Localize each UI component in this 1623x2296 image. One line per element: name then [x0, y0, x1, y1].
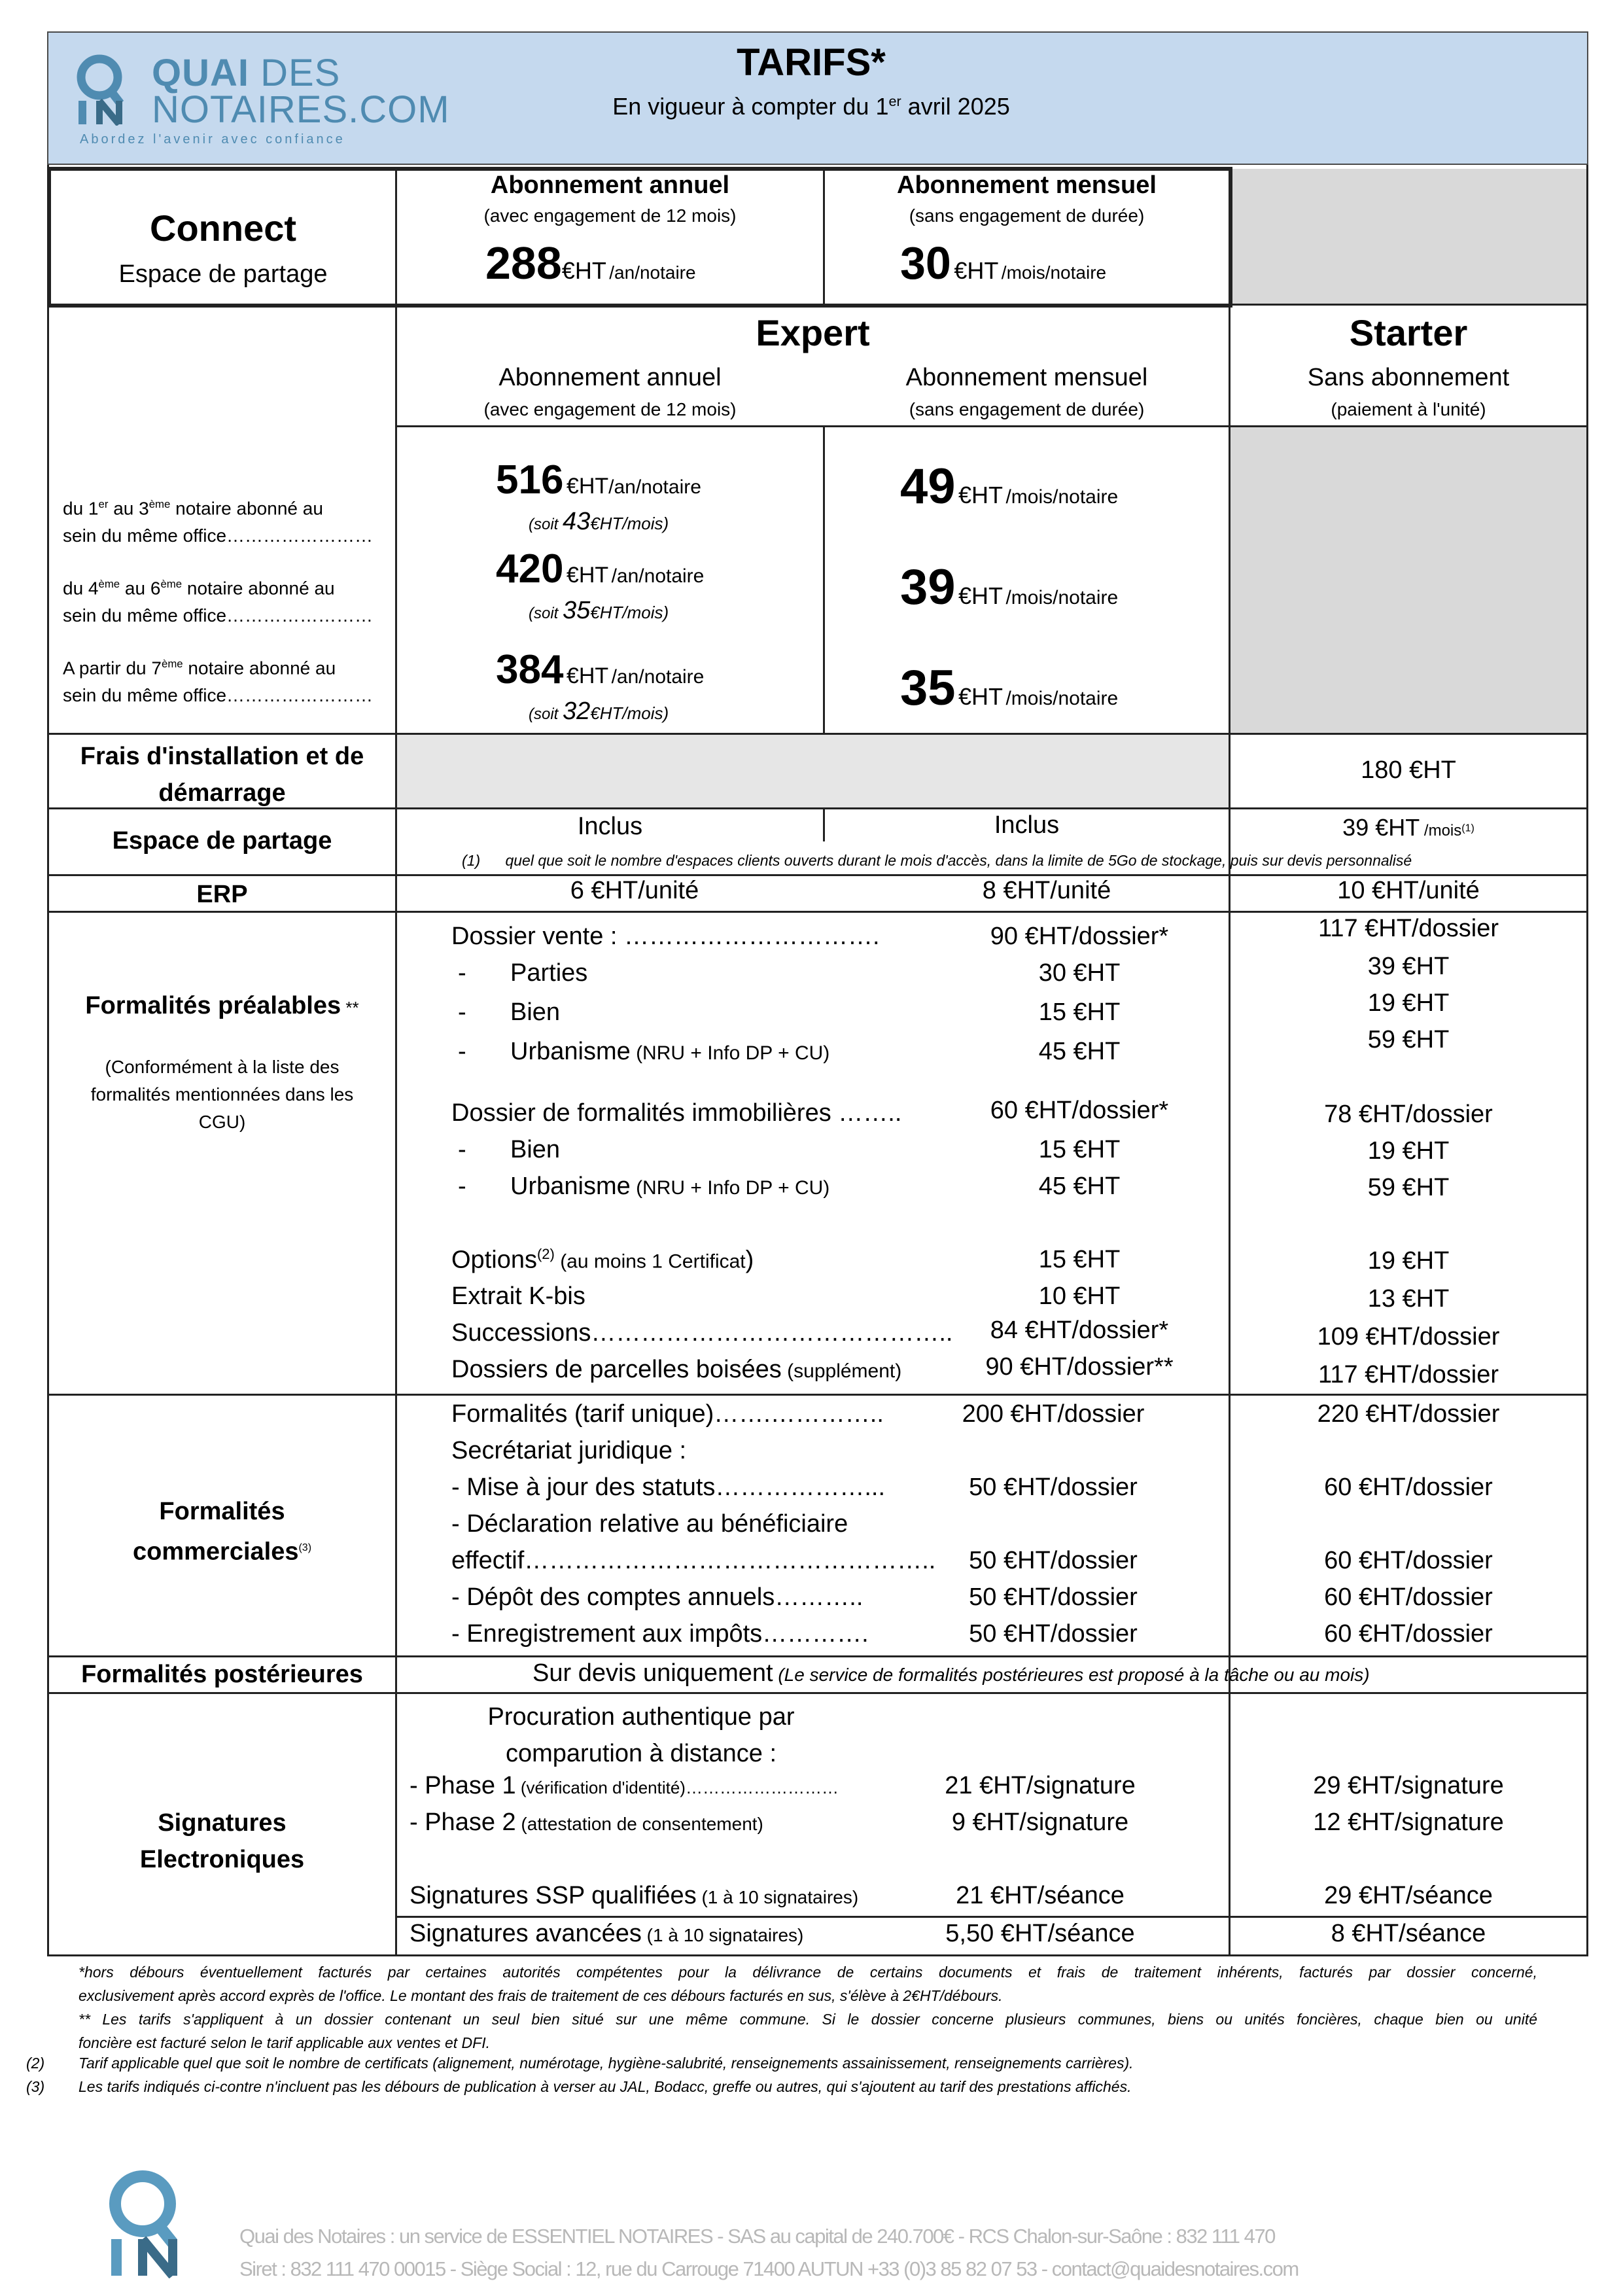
footnote-2: ** Les tarifs s'appliquent à un dossier contenant un seul bien situé sur une même commune. Si le dossier concerne plusieurs communes, biens ou unités foncières, chaque bien ou unité — [79, 2011, 1537, 2028]
espace-label: Espace de partage — [112, 827, 332, 855]
ssp-expert: 21 €HT/séance — [956, 1882, 1125, 1909]
list-item-starter: 220 €HT/dossier — [1317, 1400, 1500, 1428]
list-item-starter: 60 €HT/dossier — [1324, 1474, 1493, 1501]
list-item-expert: 200 €HT/dossier — [962, 1400, 1145, 1428]
erp-starter: 10 €HT/unité — [1337, 877, 1480, 904]
list-item: - Urbanisme (NRU + Info DP + CU) — [458, 1173, 830, 1200]
tier-annual-monthly: (soit 43€HT/mois) — [529, 508, 669, 535]
espace-footnote: (1) quel que soit le nombre d'espaces clients ouverts durant le mois d'accès, dans la limite de 5Go de stockage, puis sur devis personnalisé — [462, 852, 1412, 869]
list-item-starter: 59 €HT — [1367, 1026, 1450, 1053]
footnote-3: (2) Tarif applicable quel que soit le nombre de certificats (alignement, numérotage, hygiène-salubrité, renseignements assainissement, renseignements carrières). — [26, 2055, 1134, 2072]
avancees-starter: 8 €HT/séance — [1331, 1920, 1486, 1947]
list-item: - Déclaration relative au bénéficiaire — [451, 1510, 848, 1538]
footnote-2b: foncière est facturé selon le tarif applicable aux ventes et DFI. — [79, 2034, 490, 2051]
list-item-expert: 84 €HT/dossier* — [990, 1316, 1169, 1344]
page-title: TARIFS* — [737, 41, 886, 84]
list-item-starter: 60 €HT/dossier — [1324, 1620, 1493, 1648]
connect-starter-empty — [1232, 169, 1586, 304]
installation-starter: 180 €HT — [1361, 756, 1456, 784]
footnote-1b: exclusivement après accord exprès de l'office. Le montant des frais de traitement de ces débours facturés en sus, s'élève à 2€HT/débours. — [79, 1987, 1003, 2004]
phase2-label: - Phase 2 (attestation de consentement) — [410, 1809, 763, 1836]
list-item: - Enregistrement aux impôts…………. — [451, 1620, 869, 1648]
list-item: - Parties — [458, 959, 588, 987]
avancees-expert: 5,50 €HT/séance — [945, 1920, 1135, 1947]
espace-starter: 39 €HT /mois$^{(1)}$ — [1342, 814, 1475, 841]
list-item-expert: 50 €HT/dossier — [969, 1547, 1138, 1574]
expert-annual-title: Abonnement annuel — [498, 364, 722, 391]
connect-desc: Espace de partage — [118, 260, 328, 288]
phase1-label: - Phase 1 (vérification d'identité)……………………… — [410, 1772, 839, 1799]
starter-sub-title: Sans abonnement — [1307, 364, 1510, 391]
procuration-title: Procuration authentique par comparution à distance : — [487, 1703, 795, 1767]
starter-tier-empty — [1230, 427, 1586, 733]
footer-line-1: Quai des Notaires : un service de ESSENTIEL NOTAIRES - SAS au capital de 240.700€ - RCS Chalon-sur-Saône : 832 111 470 — [239, 2225, 1275, 2248]
list-item-expert: 90 €HT/dossier* — [990, 923, 1169, 950]
list-item-expert: 30 €HT — [1038, 959, 1121, 987]
logo-tagline: Abordez l'avenir avec confiance — [80, 132, 345, 147]
list-item: Formalités (tarif unique)…….………….. — [451, 1400, 884, 1428]
list-item: Successions…………………………………….. — [451, 1319, 953, 1347]
list-item-expert: 15 €HT — [1038, 998, 1121, 1026]
footer-line-2: Siret : 832 111 470 00015 - Siège Social : 12, rue du Carrouge 71400 AUTUN +33 (0)3 85 82 07 53 - contact@quaidesnotaires.com — [239, 2257, 1299, 2280]
list-item-expert: 50 €HT/dossier — [969, 1474, 1138, 1501]
list-item-starter: 19 €HT — [1367, 1247, 1450, 1275]
erp-monthly: 8 €HT/unité — [982, 877, 1111, 904]
connect-title: Connect — [150, 207, 296, 249]
footer-logo-icon — [102, 2167, 194, 2278]
logo-text-notaires: NOTAIRES.COM — [152, 88, 450, 131]
prealables-note: (Conformément à la liste des formalités mentionnées dans les CGU) — [90, 1057, 354, 1132]
list-item-expert: 90 €HT/dossier** — [985, 1353, 1174, 1381]
logo-text-des: DES — [249, 52, 341, 94]
logo — [73, 52, 450, 150]
list-item-expert: 50 €HT/dossier — [969, 1620, 1138, 1648]
posterieures-value: Sur devis uniquement (Le service de formalités postérieures est proposé à la tâche ou au mois) — [532, 1659, 1370, 1687]
connect-annual-price: 288€HT /an/notaire — [485, 238, 696, 289]
list-item-expert: 60 €HT/dossier* — [990, 1097, 1169, 1124]
signatures-label: Signatures Electroniques — [139, 1809, 305, 1873]
footnotes — [79, 1960, 1537, 2055]
list-item-expert: 45 €HT — [1038, 1038, 1121, 1065]
list-item-starter: 19 €HT — [1367, 1137, 1450, 1165]
list-item: Dossier vente : …………………………. — [451, 923, 880, 950]
erp-annual: 6 €HT/unité — [570, 877, 699, 904]
list-item: Options$^{(2)}$ (au moins 1 Certificat) — [451, 1246, 754, 1274]
list-item: - Bien — [458, 998, 561, 1026]
list-item-starter: 13 €HT — [1367, 1285, 1450, 1313]
list-item: Secrétariat juridique : — [451, 1437, 687, 1464]
ssp-starter: 29 €HT/séance — [1324, 1882, 1493, 1909]
footnote-1: *hors débours éventuellement facturés par certaines autorités compétentes pour la délivrance de certains documents et frais de traitement inhérents, facturés par dossier concerné, — [79, 1964, 1537, 1981]
tier-monthly-price: 35 €HT /mois/notaire — [900, 660, 1119, 716]
erp-label: ERP — [196, 881, 248, 908]
list-item-expert: 15 €HT — [1038, 1246, 1121, 1273]
posterieures-label: Formalités postérieures — [81, 1661, 363, 1688]
footnote-4: (3) Les tarifs indiqués ci-contre n'incluent pas les débours de publication à verser au JAL, Bodacc, greffe ou autres, qui s'ajoutent au tarif des prestations affichés. — [26, 2078, 1132, 2095]
tier-monthly-price: 39 €HT /mois/notaire — [900, 559, 1119, 615]
expert-monthly-title: Abonnement mensuel — [905, 364, 1148, 391]
page-subtitle: En vigueur à compter du 1er avril 2025 — [612, 93, 1010, 120]
list-item-starter: 60 €HT/dossier — [1324, 1583, 1493, 1611]
espace-annual: Inclus — [577, 813, 643, 840]
connect-monthly-note: (sans engagement de durée) — [909, 205, 1145, 226]
list-item-starter: 109 €HT/dossier — [1317, 1323, 1500, 1351]
list-item-starter: 59 €HT — [1367, 1174, 1450, 1201]
list-item-expert: 45 €HT — [1038, 1173, 1121, 1200]
tier-monthly-price: 49 €HT /mois/notaire — [900, 459, 1119, 514]
tier-annual-price: 384 €HT /an/notaire — [496, 647, 705, 692]
phase1-expert: 21 €HT/signature — [945, 1772, 1136, 1799]
installation-label: Frais d'installation et de démarrage — [80, 743, 364, 807]
avancees-label: Signatures avancées (1 à 10 signataires) — [410, 1920, 804, 1947]
connect-monthly-price: 30 €HT /mois/notaire — [900, 238, 1107, 289]
list-item-starter: 19 €HT — [1367, 989, 1450, 1017]
expert-monthly-note: (sans engagement de durée) — [909, 399, 1145, 419]
list-item: Dossiers de parcelles boisées (supplément) — [451, 1356, 902, 1383]
list-item: Dossier de formalités immobilières …….. — [451, 1099, 902, 1127]
tier-annual-price: 516 €HT/an/notaire — [496, 457, 701, 503]
starter-note: (paiement à l'unité) — [1331, 399, 1486, 419]
phase1-starter: 29 €HT/signature — [1313, 1772, 1504, 1799]
list-item-expert: 10 €HT — [1038, 1282, 1121, 1310]
connect-monthly-title: Abonnement mensuel — [897, 171, 1157, 199]
list-item-starter: 117 €HT/dossier — [1318, 1361, 1499, 1388]
espace-monthly: Inclus — [994, 811, 1060, 839]
list-item: - Dépôt des comptes annuels……….. — [451, 1583, 864, 1611]
list-item-expert: 15 €HT — [1038, 1136, 1121, 1163]
connect-annual-note: (avec engagement de 12 mois) — [483, 205, 737, 226]
tier-label: du 1er au 3ème notaire abonné au sein du même office…………………… — [63, 498, 374, 546]
ssp-label: Signatures SSP qualifiées (1 à 10 signataires) — [410, 1882, 859, 1909]
list-item-expert: 50 €HT/dossier — [969, 1583, 1138, 1611]
list-item: - Mise à jour des statuts………………... — [451, 1474, 886, 1501]
list-item: - Urbanisme (NRU + Info DP + CU) — [458, 1038, 830, 1065]
tier-annual-monthly: (soit 35€HT/mois) — [529, 597, 669, 624]
logo-text-quai: QUAI — [152, 52, 249, 94]
phase2-expert: 9 €HT/signature — [951, 1809, 1129, 1836]
commerciales-label: Formalités commerciales$^{(3)}$ — [132, 1498, 312, 1566]
tier-label: du 4ème au 6ème notaire abonné au sein du même office…………………… — [63, 578, 374, 626]
tier-annual-monthly: (soit 32€HT/mois) — [529, 698, 669, 725]
expert-annual-note: (avec engagement de 12 mois) — [483, 399, 737, 419]
list-item-starter: 78 €HT/dossier — [1324, 1101, 1493, 1128]
list-item-starter: 60 €HT/dossier — [1324, 1547, 1493, 1574]
phase2-starter: 12 €HT/signature — [1313, 1809, 1504, 1836]
expert-title: Expert — [756, 312, 870, 353]
starter-title: Starter — [1349, 312, 1468, 353]
list-item-starter: 39 €HT — [1367, 953, 1450, 980]
list-item: Extrait K-bis — [451, 1282, 585, 1310]
list-item-starter: 117 €HT/dossier — [1318, 915, 1499, 942]
installation-expert-empty — [397, 735, 1229, 807]
logo-mark-icon — [73, 52, 132, 126]
list-item: - Bien — [458, 1136, 561, 1163]
tier-label: A partir du 7ème notaire abonné au sein du même office…………………… — [63, 658, 374, 706]
tier-annual-price: 420 €HT /an/notaire — [496, 546, 705, 592]
prealables-label: Formalités préalables ** — [85, 992, 359, 1019]
list-item: effectif………………………………………….. — [451, 1547, 936, 1574]
connect-annual-title: Abonnement annuel — [490, 171, 730, 199]
